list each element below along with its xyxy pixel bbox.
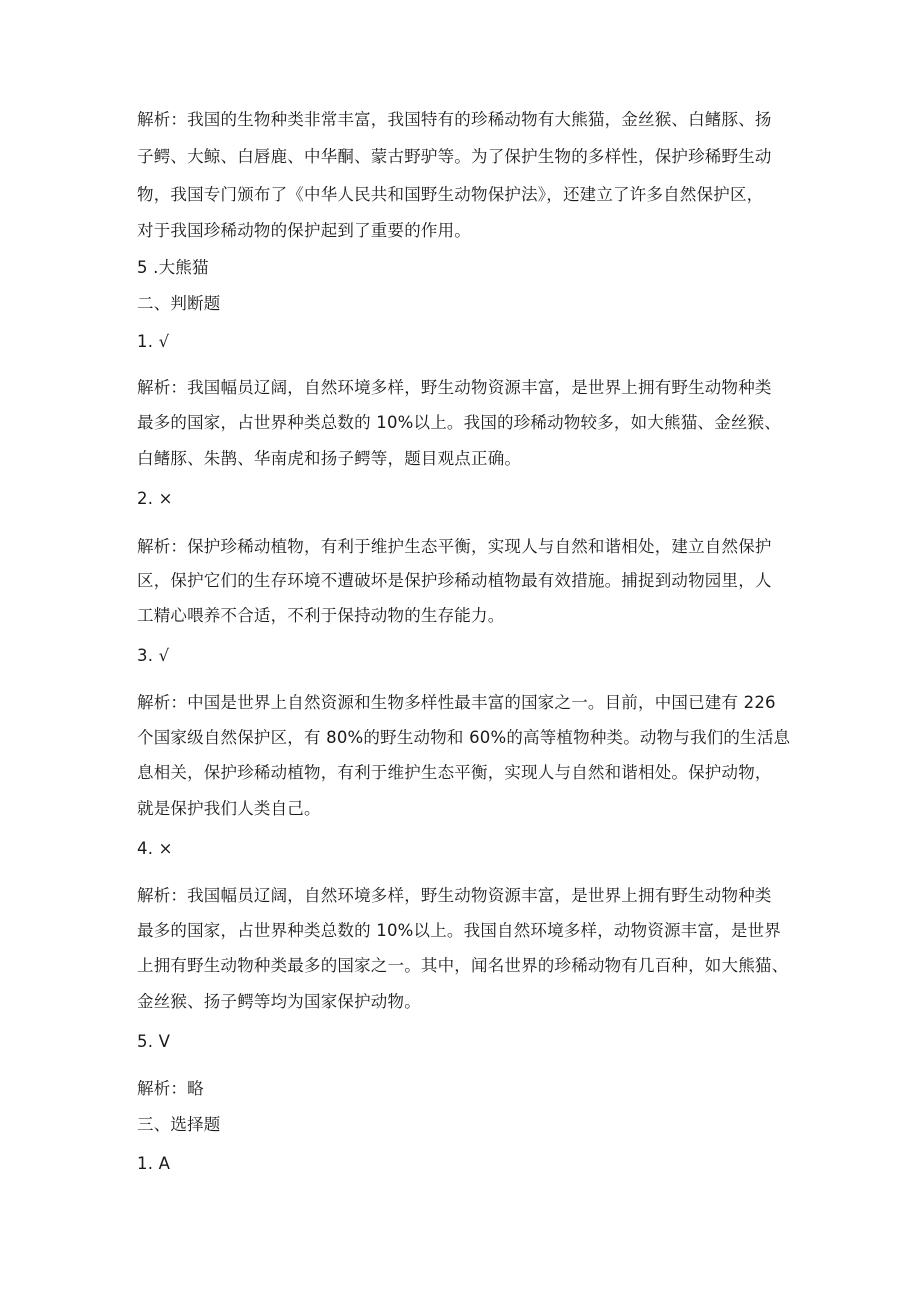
item-answer: 1. √: [137, 332, 170, 351]
text-line: 对于我国珍稀动物的保护起到了重要的作用。: [137, 221, 471, 240]
item-answer: 2. ×: [137, 489, 173, 508]
item-answer: 5. V: [137, 1032, 171, 1051]
text-line: 子鳄、大鲸、白唇鹿、中华酮、蒙古野驴等。为了保护生物的多样性，保护珍稀野生动: [137, 147, 772, 166]
item-answer: 1. A: [137, 1154, 171, 1173]
text-line: 上拥有野生动物种类最多的国家之一。其中，闻名世界的珍稀动物有几百种，如大熊猫、: [137, 956, 789, 975]
text-line: 解析：略: [137, 1079, 204, 1098]
section-heading: 三、选择题: [137, 1115, 221, 1134]
text-line: 解析：我国的生物种类非常丰富，我国特有的珍稀动物有大熊猫，金丝猴、白鳍豚、扬: [137, 110, 772, 129]
text-line: 最多的国家，占世界种类总数的 10%以上。我国自然环境多样，动物资源丰富，是世界: [137, 921, 781, 940]
text-line: 解析：保护珍稀动植物，有利于维护生态平衡，实现人与自然和谐相处，建立自然保护: [137, 537, 772, 556]
text-line: 区，保护它们的生存环境不遭破坏是保护珍稀动植物最有效措施。捕捉到动物园里，人: [137, 571, 772, 590]
text-line: 物，我国专门颁布了《中华人民共和国野生动物保护法》，还建立了许多自然保护区，: [137, 185, 764, 204]
item-answer: 3. √: [137, 646, 170, 665]
text-line: 解析：中国是世界上自然资源和生物多样性最丰富的国家之一。目前，中国已建有 226: [137, 693, 776, 712]
text-line: 金丝猴、扬子鳄等均为国家保护动物。: [137, 992, 421, 1011]
text-line: 就是保护我们人类自己。: [137, 799, 321, 818]
text-line: 白鳍豚、朱鹊、华南虎和扬子鳄等，题目观点正确。: [137, 449, 522, 468]
item-answer: 5 .大熊猫: [137, 258, 209, 277]
text-line: 解析：我国幅员辽阔，自然环境多样，野生动物资源丰富，是世界上拥有野生动物种类: [137, 886, 772, 905]
text-line: 个国家级自然保护区，有 80%的野生动物和 60%的高等植物种类。动物与我们的生活息: [137, 728, 791, 747]
section-heading: 二、判断题: [137, 294, 221, 313]
text-line: 息相关，保护珍稀动植物，有利于维护生态平衡，实现人与自然和谐相处。保护动物，: [137, 763, 772, 782]
text-line: 最多的国家，占世界种类总数的 10%以上。我国的珍稀动物较多，如大熊猫、金丝猴、: [137, 413, 781, 432]
text-line: 工精心喂养不合适，不利于保持动物的生存能力。: [137, 606, 505, 625]
text-line: 解析：我国幅员辽阔，自然环境多样，野生动物资源丰富，是世界上拥有野生动物种类: [137, 378, 772, 397]
item-answer: 4. ×: [137, 839, 173, 858]
